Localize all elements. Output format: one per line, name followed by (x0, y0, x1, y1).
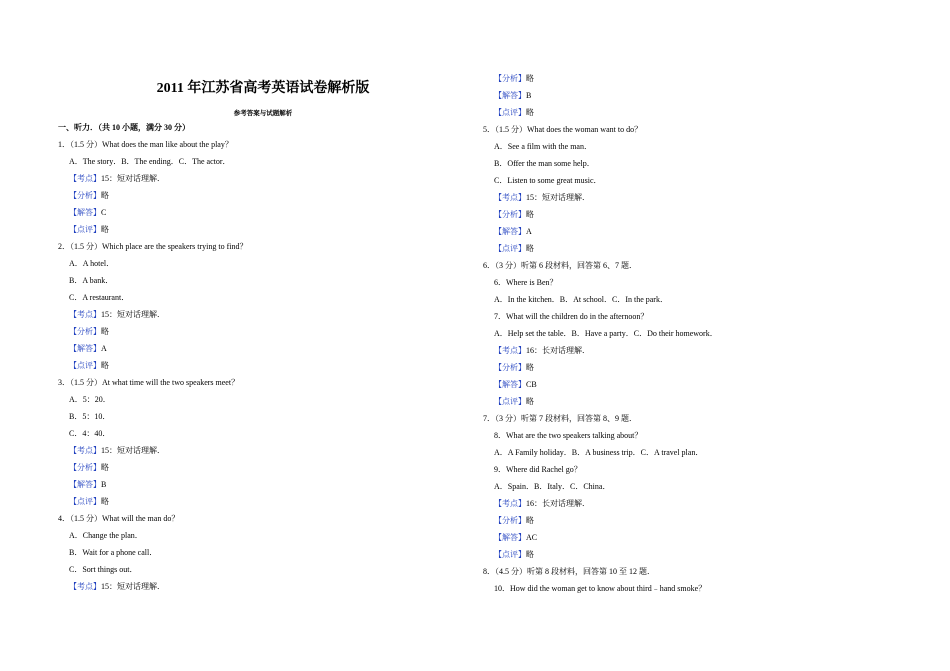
question-2-option-c: C．A restaurant． (69, 293, 130, 302)
question-4-fenxi: 【分析】略 (494, 74, 534, 83)
question-1-dianping: 【点评】略 (69, 225, 109, 234)
question-5-option-c: C．Listen to some great music． (494, 176, 602, 185)
question-1-jieda: 【解答】C (69, 208, 107, 217)
question-7-sub-8-options: A．A Family holiday．B．A business trip．C．A travel plan． (494, 448, 704, 457)
question-2-dianping: 【点评】略 (69, 361, 109, 370)
question-8-sub-10: 10．How did the woman get to know about third﹣hand smoke？ (494, 584, 707, 593)
question-2-fenxi: 【分析】略 (69, 327, 109, 336)
question-4-option-a: A．Change the plan． (69, 531, 143, 540)
question-5-jieda: 【解答】A (494, 227, 532, 236)
question-5-fenxi: 【分析】略 (494, 210, 534, 219)
question-6-kaodian: 【考点】16：长对话理解． (494, 346, 590, 355)
question-5-option-a: A．See a film with the man． (494, 142, 592, 151)
question-3-jieda: 【解答】B (69, 480, 107, 489)
question-3-fenxi: 【分析】略 (69, 463, 109, 472)
question-6-jieda: 【解答】CB (494, 380, 537, 389)
question-5-stem: 5．（1.5 分）What does the woman want to do？ (483, 125, 643, 134)
question-7-dianping: 【点评】略 (494, 550, 534, 559)
question-5-kaodian: 【考点】15：短对话理解． (494, 193, 590, 202)
question-5-option-b: B．Offer the man some help． (494, 159, 595, 168)
question-4-stem: 4．（1.5 分）What will the man do？ (58, 514, 180, 523)
question-6-stem: 6．（3 分）听第 6 段材料，回答第 6、7 题． (483, 261, 637, 270)
question-7-stem: 7．（3 分）听第 7 段材料，回答第 8、9 题． (483, 414, 637, 423)
question-2-kaodian: 【考点】15：短对话理解． (69, 310, 165, 319)
question-4-kaodian: 【考点】15：短对话理解． (69, 582, 165, 591)
question-4-option-b: B．Wait for a phone call． (69, 548, 158, 557)
question-3-option-a: A．5：20． (69, 395, 111, 404)
question-7-sub-9: 9．Where did Rachel go？ (494, 465, 582, 474)
question-4-jieda: 【解答】B (494, 91, 532, 100)
question-7-kaodian: 【考点】16：长对话理解． (494, 499, 590, 508)
fenxi-tag: 【分析】 (69, 191, 101, 200)
question-2-option-b: B．A bank． (69, 276, 114, 285)
kaodian-tag: 【考点】 (69, 174, 101, 183)
question-7-sub-8: 8．What are the two speakers talking about？ (494, 431, 643, 440)
question-3-dianping: 【点评】略 (69, 497, 109, 506)
question-4-option-c: C．Sort things out． (69, 565, 138, 574)
question-6-sub-6-options: A．In the kitchen．B．At school．C．In the park． (494, 295, 668, 304)
question-6-dianping: 【点评】略 (494, 397, 534, 406)
question-4-dianping: 【点评】略 (494, 108, 534, 117)
question-2-stem: 2．（1.5 分）Which place are the speakers trying to find？ (58, 242, 248, 251)
question-1-fenxi: 【分析】略 (69, 191, 109, 200)
question-2-option-a: A．A hotel． (69, 259, 115, 268)
question-5-dianping: 【点评】略 (494, 244, 534, 253)
question-6-sub-7: 7．What will the children do in the afternoon？ (494, 312, 649, 321)
question-7-jieda: 【解答】AC (494, 533, 538, 542)
question-7-sub-9-options: A．Spain．B．Italy．C．China． (494, 482, 611, 491)
question-3-kaodian: 【考点】15：短对话理解． (69, 446, 165, 455)
question-1-stem: 1．（1.5 分）What does the man like about the play？ (58, 140, 233, 149)
question-2-jieda: 【解答】A (69, 344, 107, 353)
question-3-stem: 3．（1.5 分）At what time will the two speakers meet？ (58, 378, 240, 387)
question-8-stem: 8．（4.5 分）听第 8 段材料，回答第 10 至 12 题． (483, 567, 655, 576)
question-7-fenxi: 【分析】略 (494, 516, 534, 525)
jieda-tag: 【解答】 (69, 208, 101, 217)
question-6-sub-7-options: A．Help set the table．B．Have a party．C．Do their homework． (494, 329, 718, 338)
page-subtitle: 参考答案与试题解析 (233, 110, 293, 117)
question-3-option-b: B．5：10． (69, 412, 111, 421)
question-6-fenxi: 【分析】略 (494, 363, 534, 372)
section-heading: 一、听力．（共 10 小题，满分 30 分） (58, 123, 190, 132)
question-6-sub-6: 6．Where is Ben？ (494, 278, 558, 287)
question-3-option-c: C．4：40． (69, 429, 111, 438)
dianping-tag: 【点评】 (69, 225, 101, 234)
question-1-options: A．The story．B．The ending．C．The actor． (69, 157, 231, 166)
page-title: 2011 年江苏省高考英语试卷解析版 (156, 81, 370, 96)
question-1-kaodian: 【考点】15：短对话理解． (69, 174, 165, 183)
